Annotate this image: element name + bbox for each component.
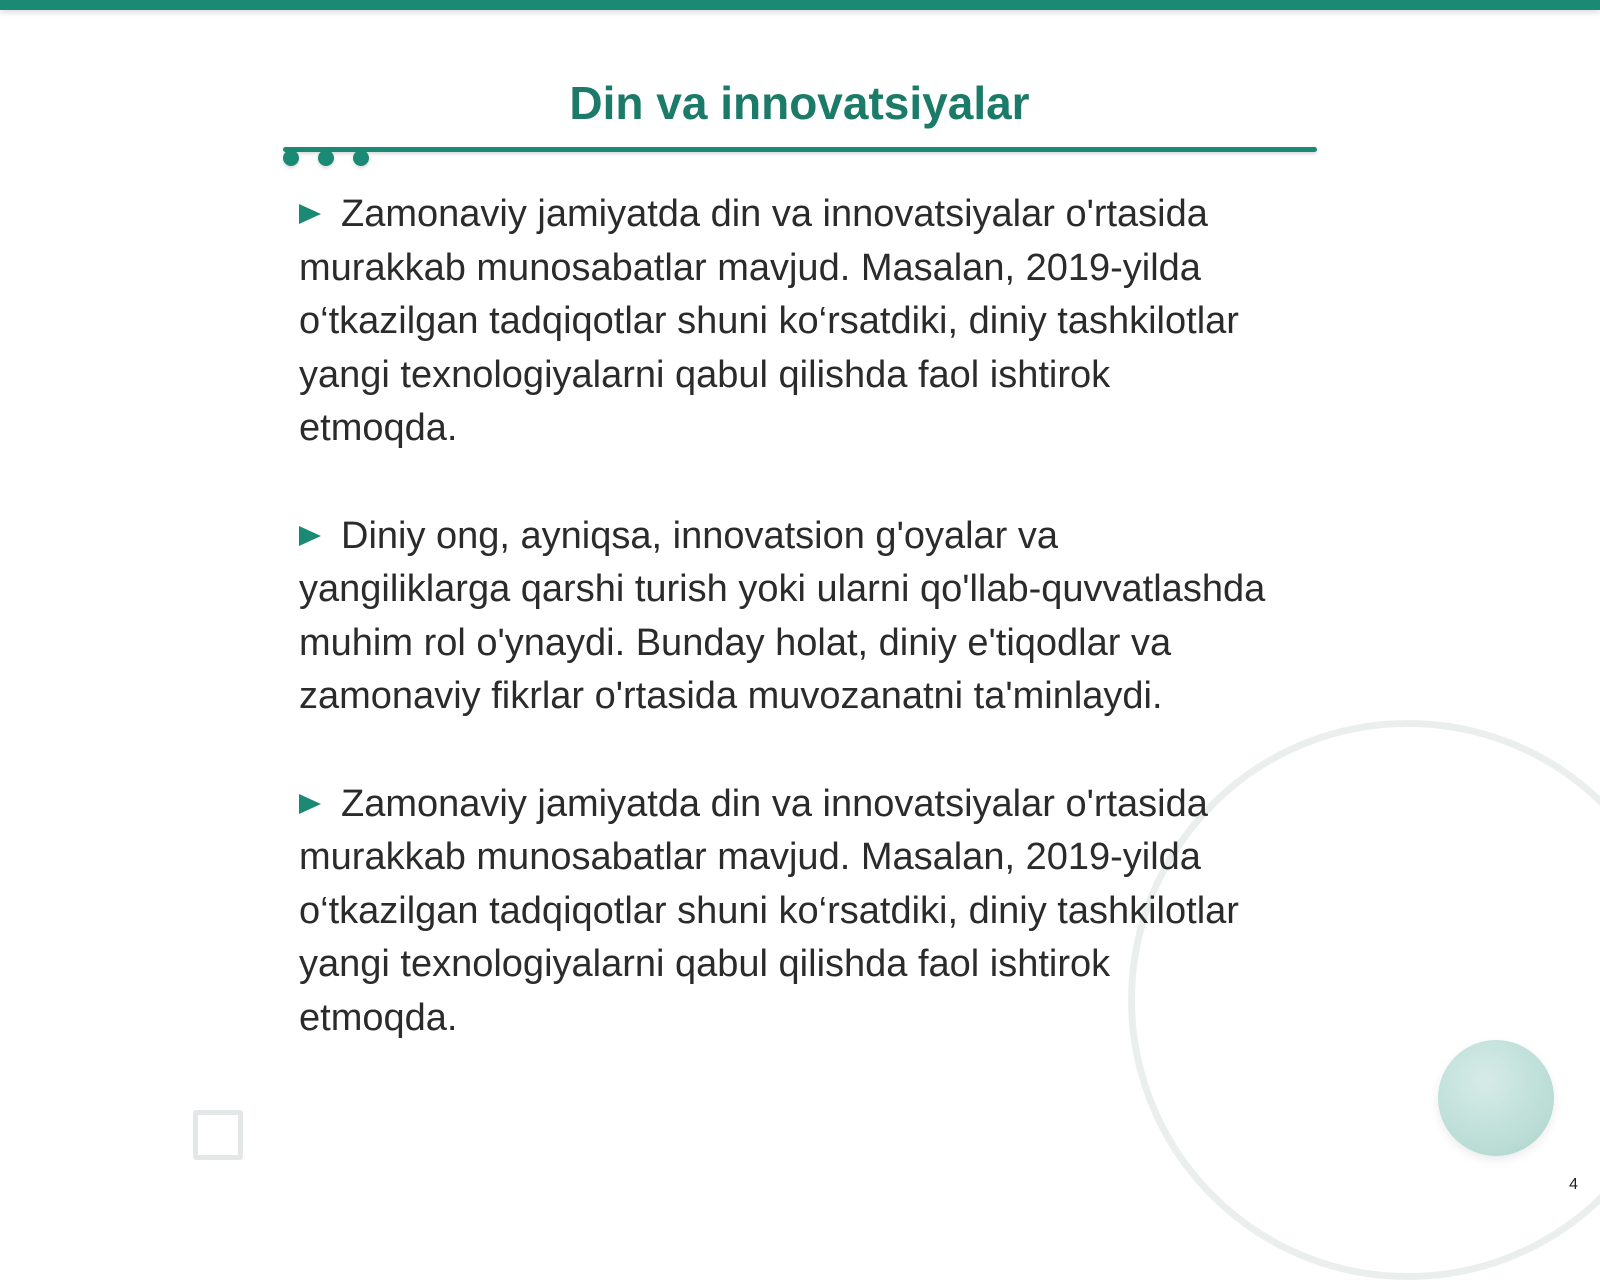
decorative-circle: [1438, 1040, 1554, 1156]
bullet-item: [299, 510, 1279, 724]
triangle-bullet-icon: [299, 794, 321, 814]
underline-dot: [283, 150, 299, 166]
bullet-item: [299, 778, 1279, 1046]
triangle-bullet-icon: [299, 526, 321, 546]
decorative-square: [193, 1110, 243, 1160]
bullet-list: [299, 188, 1279, 1099]
page-number: 4: [1569, 1176, 1578, 1193]
underline-dot: [318, 150, 334, 166]
title-underline: [283, 147, 1317, 152]
bullet-text: Zamonaviy jamiyatda din va innovatsiyalar o'rtasida murakkab munosabatlar mavjud. Masalan, 2019-yilda o‘tkazilgan tadqiqotlar shuni ko‘rsatdiki, diniy tashkilotlar yangi texnologiyalarni qabul qilishda faol ishtirok etmoqda.: [299, 193, 1239, 449]
bullet-item: [299, 188, 1279, 456]
bullet-text: Diniy ong, ayniqsa, innovatsion g'oyalar va yangiliklarga qarshi turish yoki ularni qo'llab-quvvatlashda muhim rol o'ynaydi. Bunday holat, diniy e'tiqodlar va zamonaviy fikrlar o'rtasida muvozanatni ta'minlaydi.: [299, 514, 1266, 717]
triangle-bullet-icon: [299, 204, 321, 224]
underline-dot: [353, 150, 369, 166]
top-accent-bar: [0, 0, 1600, 10]
slide-title: Din va innovatsiyalar: [569, 77, 1030, 129]
bullet-text: Zamonaviy jamiyatda din va innovatsiyalar o'rtasida murakkab munosabatlar mavjud. Masalan, 2019-yilda o‘tkazilgan tadqiqotlar shuni ko‘rsatdiki, diniy tashkilotlar yangi texnologiyalarni qabul qilishda faol ishtirok etmoqda.: [299, 782, 1239, 1039]
